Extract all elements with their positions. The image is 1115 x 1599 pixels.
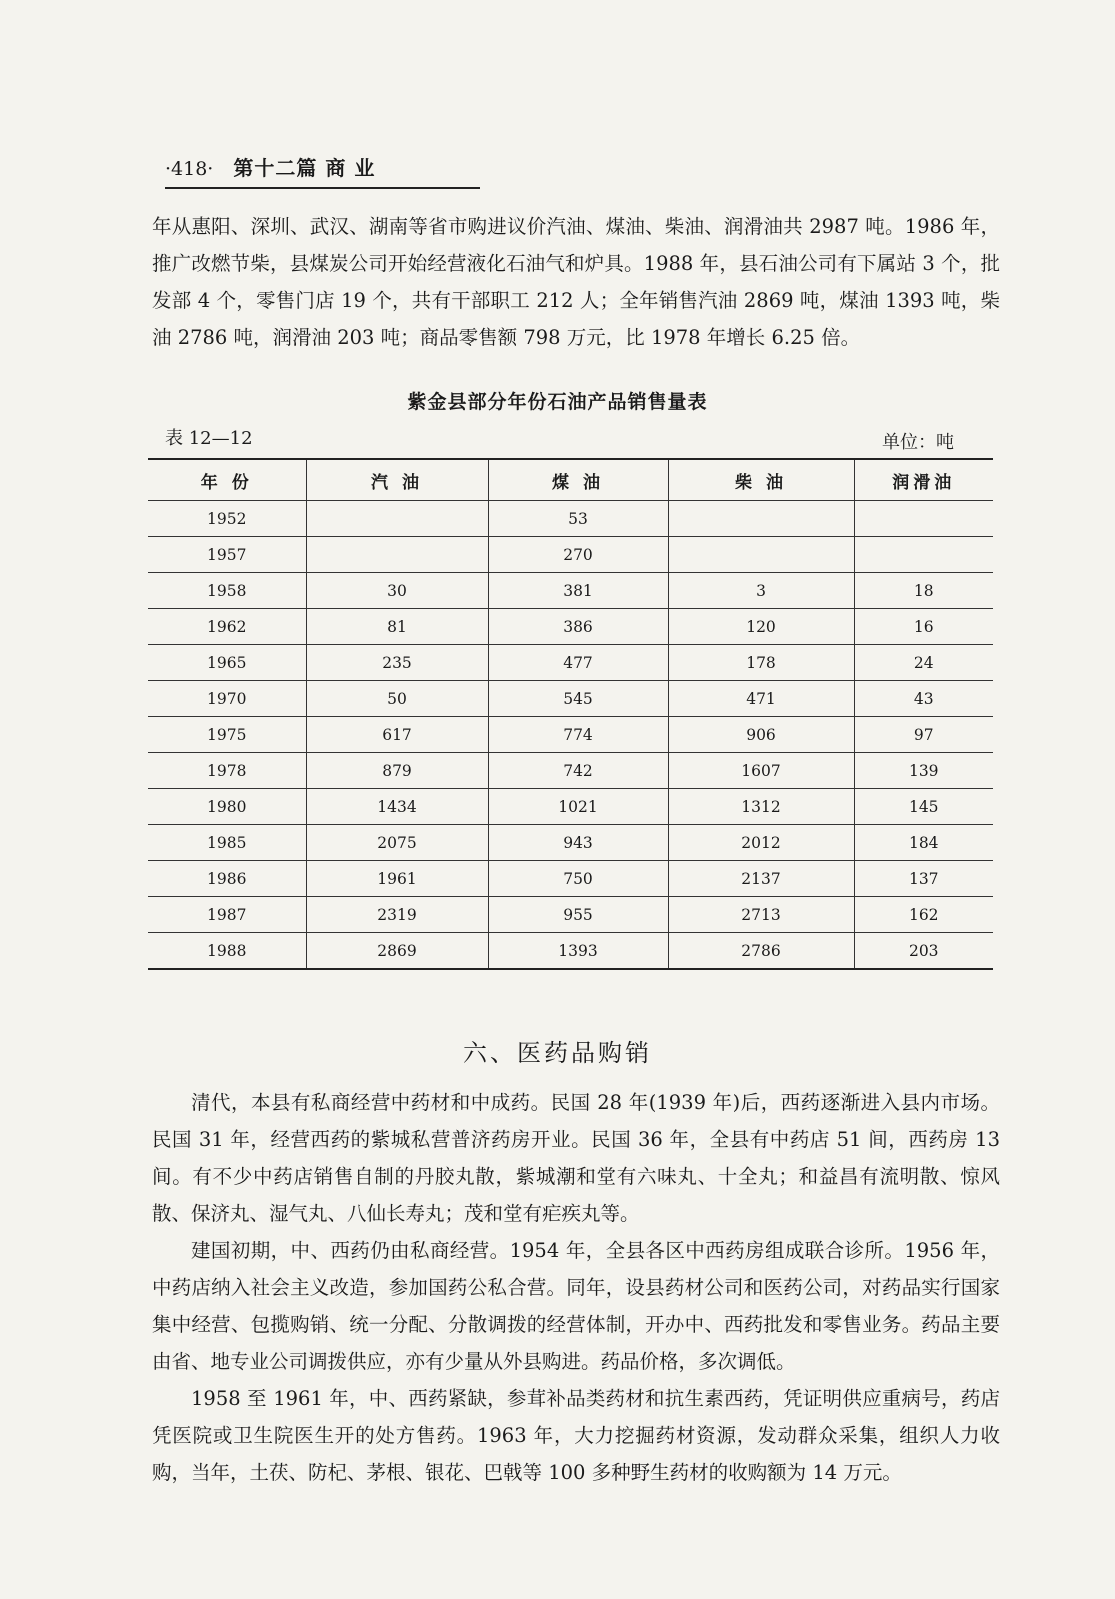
paragraph-qing-dynasty: 清代，本县有私商经营中药材和中成药。民国 28 年(1939 年)后，西药逐渐进入县内市场。民国 31 年，经营西药的紫城私营普济药房开业。民国 36 年，全县有中药店 51 间，西药房 13 间。有不少中药店销售自制的丹胶丸散，紫城潮和堂有六味丸、十全丸；和益昌有流明散、惊风散、保济丸、湿气丸、八仙长寿丸；茂和堂有疟疾丸等。 [152, 1091, 1000, 1225]
table-cell: 235 [306, 645, 488, 681]
table-row [148, 933, 993, 970]
part-title: 第十二篇 商 业 [233, 156, 376, 180]
table-cell: 750 [488, 861, 668, 897]
table-cell: 16 [854, 609, 993, 645]
table-cell: 1434 [306, 789, 488, 825]
table-cell: 1975 [148, 717, 306, 753]
table-cell: 381 [488, 573, 668, 609]
table-row [148, 717, 993, 753]
table-row [148, 861, 993, 897]
table-cell: 203 [854, 933, 993, 970]
table-cell: 53 [488, 501, 668, 537]
table-cell: 879 [306, 753, 488, 789]
table-cell: 1957 [148, 537, 306, 573]
table-cell: 943 [488, 825, 668, 861]
table-cell [854, 501, 993, 537]
paragraph-petroleum-sales: 年从惠阳、深圳、武汉、湖南等省市购进议价汽油、煤油、柴油、润滑油共 2987 吨。1986 年，推广改燃节柴，县煤炭公司开始经营液化石油气和炉具。1988 年，县石油公司有下属站 3 个，批发部 4 个，零售门店 19 个，共有干部职工 212 人；全年销售汽油 2869 吨，煤油 1393 吨，柴油 2786 吨，润滑油 203 吨；商品零售额 798 万元，比 1978 年增长 6.25 倍。 [152, 215, 1000, 349]
table-unit: 单位：吨 [882, 432, 954, 453]
table-row [148, 753, 993, 789]
table-title: 紫金县部分年份石油产品销售量表 [407, 391, 708, 413]
table-cell: 471 [668, 681, 854, 717]
paragraph-early-prc: 建国初期，中、西药仍由私商经营。1954 年，全县各区中西药房组成联合诊所。1956 年，中药店纳入社会主义改造，参加国药公私合营。同年，设县药材公司和医药公司，对药品实行国家集中经营、包揽购销、统一分配、分散调拨的经营体制，开办中、西药批发和零售业务。药品主要由省、地专业公司调拨供应，亦有少量从外县购进。药品价格，多次调低。 [152, 1239, 1000, 1373]
table-cell: 1980 [148, 789, 306, 825]
column-header: 润滑油 [854, 459, 993, 501]
table-row [148, 609, 993, 645]
table-cell: 1962 [148, 609, 306, 645]
table-cell: 2137 [668, 861, 854, 897]
table-cell: 1952 [148, 501, 306, 537]
table-cell: 774 [488, 717, 668, 753]
table-cell: 270 [488, 537, 668, 573]
table-cell: 1958 [148, 573, 306, 609]
table-cell: 617 [306, 717, 488, 753]
table-row [148, 897, 993, 933]
table-cell: 81 [306, 609, 488, 645]
paragraph-1958-1963: 1958 至 1961 年，中、西药紧缺，参茸补品类药材和抗生素西药，凭证明供应重病号，药店凭医院或卫生院医生开的处方售药。1963 年，大力挖掘药材资源，发动群众采集，组织人力收购，当年，土茯、防杞、茅根、银花、巴戟等 100 多种野生药材的收购额为 14 万元。 [152, 1387, 1000, 1484]
table-cell [854, 537, 993, 573]
table-cell: 1312 [668, 789, 854, 825]
table-row [148, 537, 993, 573]
table-cell: 184 [854, 825, 993, 861]
table-cell: 1970 [148, 681, 306, 717]
table-cell [306, 537, 488, 573]
page-number: ·418· [165, 158, 214, 180]
table-cell: 145 [854, 789, 993, 825]
table-header-row [148, 459, 993, 501]
table-cell: 139 [854, 753, 993, 789]
table-row [148, 681, 993, 717]
table-cell: 178 [668, 645, 854, 681]
table-cell: 2075 [306, 825, 488, 861]
table-row [148, 645, 993, 681]
table-cell: 1965 [148, 645, 306, 681]
table-cell: 18 [854, 573, 993, 609]
table-cell: 1988 [148, 933, 306, 970]
table-cell [668, 501, 854, 537]
table-cell: 2319 [306, 897, 488, 933]
table-cell: 137 [854, 861, 993, 897]
section-heading: 六、医药品购销 [463, 1039, 652, 1067]
table-cell: 50 [306, 681, 488, 717]
table-cell: 120 [668, 609, 854, 645]
table-cell: 1985 [148, 825, 306, 861]
table-cell: 906 [668, 717, 854, 753]
table-cell: 30 [306, 573, 488, 609]
table-cell: 1987 [148, 897, 306, 933]
table-cell: 1961 [306, 861, 488, 897]
table-row [148, 825, 993, 861]
column-header: 汽 油 [306, 459, 488, 501]
table-cell: 955 [488, 897, 668, 933]
table-number: 表 12—12 [165, 428, 253, 449]
table-cell: 2012 [668, 825, 854, 861]
table-cell: 1986 [148, 861, 306, 897]
table-row [148, 573, 993, 609]
table-row [148, 789, 993, 825]
table-cell: 162 [854, 897, 993, 933]
column-header: 年 份 [148, 459, 306, 501]
column-header: 柴 油 [668, 459, 854, 501]
table-cell: 3 [668, 573, 854, 609]
table-cell: 386 [488, 609, 668, 645]
table-cell: 2713 [668, 897, 854, 933]
table-cell: 43 [854, 681, 993, 717]
table-cell: 97 [854, 717, 993, 753]
table-cell: 477 [488, 645, 668, 681]
table-cell [668, 537, 854, 573]
table-cell: 1978 [148, 753, 306, 789]
running-head [165, 152, 480, 189]
table-row [148, 501, 993, 537]
table-cell: 742 [488, 753, 668, 789]
table-cell: 1021 [488, 789, 668, 825]
table-cell: 545 [488, 681, 668, 717]
column-header: 煤 油 [488, 459, 668, 501]
table-cell: 2786 [668, 933, 854, 970]
table-cell: 1607 [668, 753, 854, 789]
table-cell: 24 [854, 645, 993, 681]
table-cell: 2869 [306, 933, 488, 970]
table-cell [306, 501, 488, 537]
petroleum-sales-table [148, 458, 993, 970]
table-cell: 1393 [488, 933, 668, 970]
